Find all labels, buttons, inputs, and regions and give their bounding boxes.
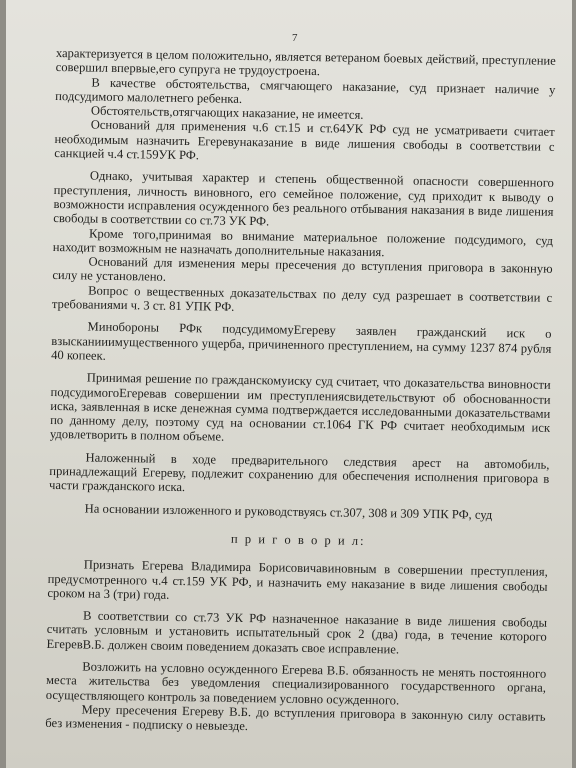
document-body [45, 46, 556, 738]
paragraph-7: Оснований для изменения меры пресечения до вступления приговора в законную силу не установлено. [52, 254, 553, 285]
paragraph-13: Признать Егерева Владимира Борисовичавиновным в совершении преступления, предусмотренного ч.4 ст.159 УК РФ, и назначить ему наказание в виде лишения свободы сроком на 3 (три) года. [47, 557, 548, 602]
paragraph-1: характеризуется в целом положительно, является ветераном боевых действий, преступление совершил впервые,его супруга не трудоустроена. [55, 46, 556, 79]
paragraph-5: Однако, учитывая характер и степень общественной опасности совершенного преступления, личность виновного, его семейное положение, суд приходит к выводу о возможности исправления осужденного без реального отбывания наказания в виде лишения свободы в соответствии со ст.73 УК РФ. [53, 168, 555, 229]
paragraph-9: Минобороны РФк подсудимомуЕгереву заявлен гражданский иск о взысканииимущественного ущерба, причиненного преступлением, на сумму 1237 874 рубля 40 копеек. [51, 319, 552, 363]
paragraph-8: Вопрос о вещественных доказательствах по делу суд разрешает в соответствии с требованиями ч. 3 ст. 81 УПК РФ. [51, 283, 553, 314]
paragraph-2: В качестве обстоятельства, смягчающего наказание, суд признает наличие у подсудимого малолетнего ребенка. [55, 75, 556, 106]
paragraph-10: Принимая решение по гражданскомуиску суд считает, что доказательства виновности подсудимогоЕгеревав совершении им преступлениясвидетельствуют об обоснованности иска, заявленная в иске денежная сумма подтверждается исследованными доказательствами по данному делу, поэтому суд на основании ст.1064 ГК РФ считает необходимым иск удовлетворить в полном объеме. [49, 370, 551, 445]
paragraph-4: Оснований для применения ч.6 ст.15 и ст.64УК РФ суд не усматриваети считает необходимым назначить Егеревунаказание в виде лишения свободы в соответствии с санкцией ч.4 ст.159УК РФ. [54, 118, 555, 163]
paragraph-11: Наложенный в ходе предварительного следствия арест на автомобиль, принадлежащий Егереву, подлежит сохранению для обеспечения исполнения приговора в части гражданского иска. [48, 450, 550, 495]
paragraph-16: Меру пресечения Егереву В.Б. до вступления приговора в законную силу оставить без изменения - подписку о невыезде. [45, 702, 546, 734]
page-number: 7 [292, 32, 298, 44]
paragraph-3: Обстоятельств,отягчающих наказание, не имеется. [90, 103, 364, 123]
paragraph-14: В соответствии со ст.73 УК РФ назначенное наказание в виде лишения свободы считать условным и установить испытательный срок 2 (два) года, в течение которого ЕгеревВ.Б. должен своим поведением доказать свое исправление. [46, 608, 548, 657]
paragraph-12: На основании изложенного и руководствуясь ст.307, 308 и 309 УПК РФ, суд [84, 501, 493, 522]
document-page [6, 0, 572, 768]
verdict-heading: п р и г о в о р и л: [230, 531, 366, 548]
paragraph-15: Возложить на условно осужденного Егерева В.Б. обязанность не менять постоянного места жительства без уведомления специализированного государственного органа, осуществляющего контроль за поведением условно осужденного. [45, 659, 547, 708]
paragraph-6: Кроме того,принимая во внимание материальное положение подсудимого, суд находит возможным не назначать дополнительные наказания. [52, 226, 554, 260]
